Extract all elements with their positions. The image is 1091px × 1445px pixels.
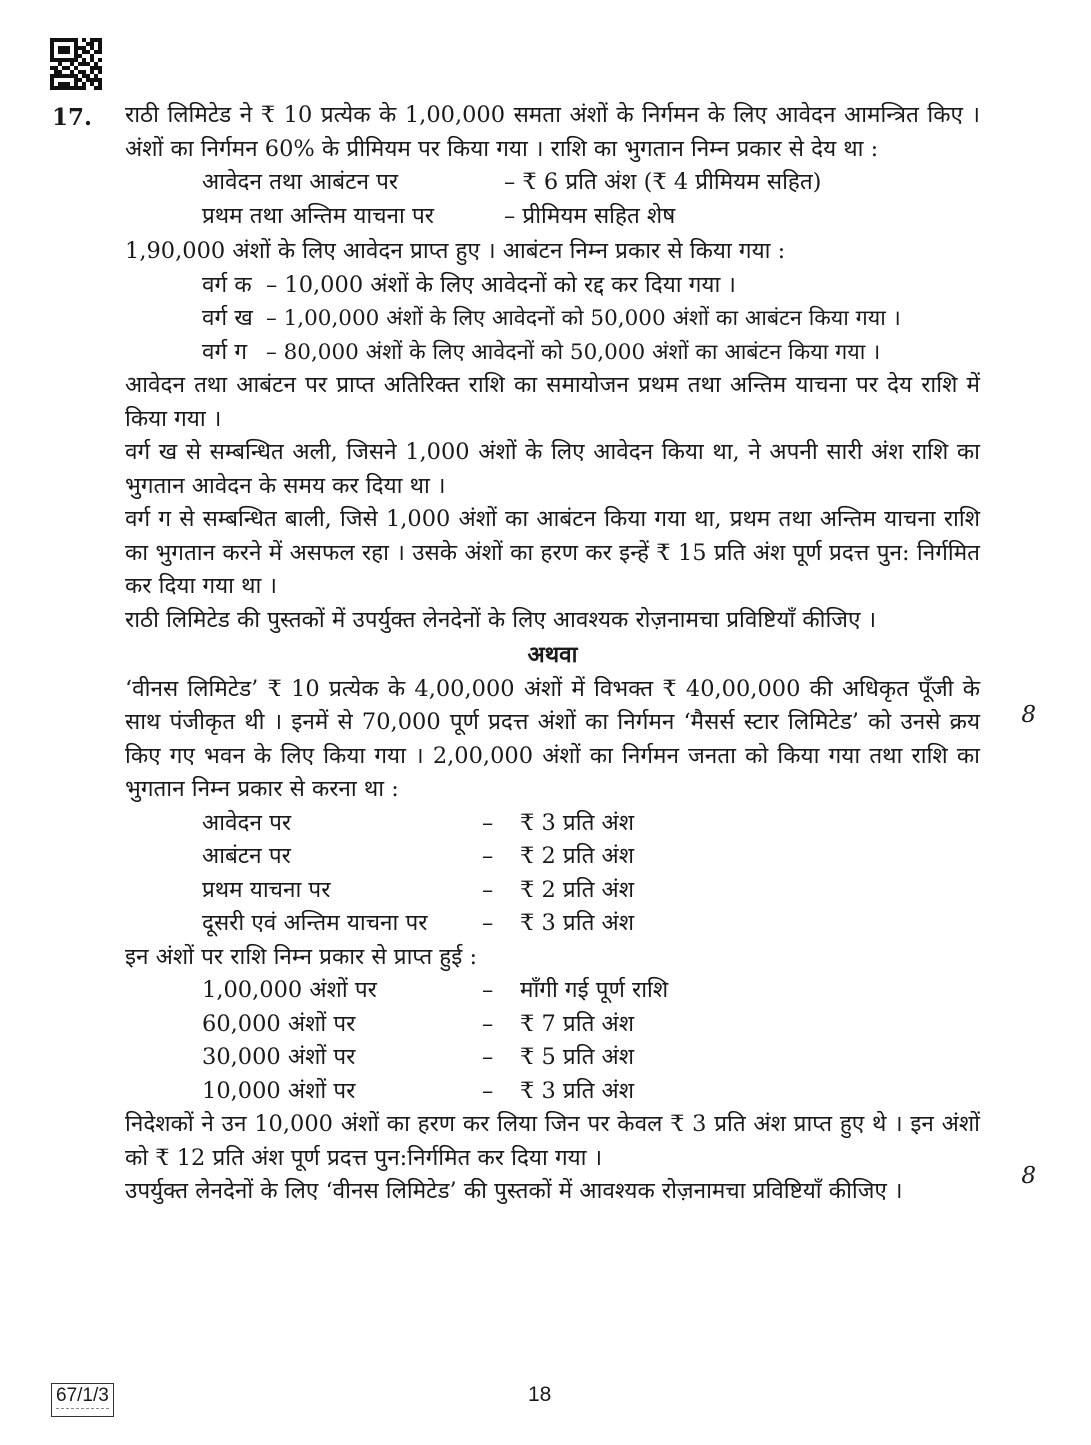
payment-stage: प्रथम तथा अन्तिम याचना पर [202, 202, 434, 229]
payment-row [202, 166, 980, 200]
question-marks: 8 [1021, 702, 1036, 728]
page-number: 18 [528, 1383, 552, 1406]
call-stage: प्रथम याचना पर [202, 876, 331, 903]
paper-code [51, 1383, 114, 1417]
paragraph-forfeit: निदेशकों ने उन 10,000 अंशों का हरण कर लिया जिन पर केवल ₹ 3 प्रति अंश प्राप्त हुए थे । इन अंशों को ₹ 12 प्रति अंश पूर्ण प्रदत्त पुन:निर्गमित कर दिया गया । [125, 1111, 980, 1171]
receipt-dash: – [482, 977, 494, 1003]
alternative-marks: 8 [1021, 1163, 1036, 1189]
call-amount: ₹ 2 प्रति अंश [520, 843, 635, 869]
category-row [202, 302, 980, 336]
paper-code-text: 67/1/3 [56, 1385, 109, 1406]
category-text: – 10,000 अंशों के लिए आवेदनों को रद्द कर दिया गया । [266, 271, 736, 298]
category-label: वर्ग ख [202, 305, 253, 331]
payment-amount: – प्रीमियम सहित शेष [504, 202, 676, 229]
receipt-amount: माँगी गई पूर्ण राशि [520, 977, 669, 1003]
receipt-dash: – [482, 1077, 494, 1104]
question-number: 17. [52, 104, 93, 131]
or-separator: अथवा [527, 642, 578, 668]
paragraph-instruction: राठी लिमिटेड की पुस्तकों में उपर्युक्त लेनदेनों के लिए आवश्यक रोज़नामचा प्रविष्टियाँ कीजिए । [125, 606, 877, 633]
category-text: – 1,00,000 अंशों के लिए आवेदनों को 50,000 अंशों का आबंटन किया गया । [266, 306, 901, 331]
receipt-row [202, 1075, 980, 1109]
receipt-amount: ₹ 5 प्रति अंश [520, 1044, 635, 1070]
call-amount: ₹ 3 प्रति अंश [520, 809, 635, 836]
call-row [202, 874, 980, 908]
allotment-categories [202, 269, 980, 370]
code-strip [56, 1408, 109, 1412]
payment-terms [202, 166, 980, 233]
receipt-schedule [202, 974, 980, 1108]
payment-amount: – ₹ 6 प्रति अंश (₹ 4 प्रीमियम सहित) [504, 169, 822, 195]
receipt-row [202, 1008, 980, 1042]
call-stage: आबंटन पर [202, 843, 291, 869]
category-label: वर्ग क [202, 271, 252, 298]
payment-row [202, 200, 980, 234]
call-amount: ₹ 3 प्रति अंश [520, 910, 635, 936]
paragraph-bali: वर्ग ग से सम्बन्धित बाली, जिसे 1,000 अंशों का आबंटन किया गया था, प्रथम तथा अन्तिम याचना राशि का भुगतान करने में असफल रहा । उसके अंशों का हरण कर इन्हें ₹ 15 प्रति अंश पूर्ण प्रदत्त पुन: निर्गमित कर दिया गया था । [125, 506, 980, 599]
alternative-intro: ‘वीनस लिमिटेड’ ₹ 10 प्रत्येक के 4,00,000 अंशों में विभक्त ₹ 40,00,000 की अधिकृत पूँजी के साथ पंजीकृत थी । इनमें से 70,000 पूर्ण प्रदत्त अंशों का निर्गमन ‘मैसर्स स्टार लिमिटेड’ को उनसे क्रय किए गए भवन के लिए किया गया । 2,00,000 अंशों का निर्गमन जनता को किया गया तथा राशि का भुगतान निम्न प्रकार से करना था : [125, 675, 980, 802]
call-schedule [202, 807, 980, 941]
call-row [202, 907, 980, 941]
category-row [202, 269, 980, 303]
receipt-amount: ₹ 3 प्रति अंश [520, 1077, 635, 1104]
receipt-shares: 1,00,000 अंशों पर [202, 977, 377, 1003]
call-stage: आवेदन पर [202, 809, 292, 836]
call-row [202, 840, 980, 874]
receipt-row [202, 974, 980, 1008]
receipt-shares: 10,000 अंशों पर [202, 1077, 356, 1104]
question-body [125, 99, 980, 1209]
receipt-amount: ₹ 7 प्रति अंश [520, 1010, 635, 1037]
call-row [202, 807, 980, 841]
category-label: वर्ग ग [202, 338, 247, 365]
applications-line: 1,90,000 अंशों के लिए आवेदन प्राप्त हुए । आबंटन निम्न प्रकार से किया गया : [125, 238, 786, 264]
category-text: – 80,000 अंशों के लिए आवेदनों को 50,000 अंशों का आबंटन किया गया । [266, 339, 881, 365]
receipt-shares: 60,000 अंशों पर [202, 1010, 356, 1037]
question-intro: राठी लिमिटेड ने ₹ 10 प्रत्येक के 1,00,000 समता अंशों के निर्गमन के लिए आवेदन आमन्त्रित किए । अंशों का निर्गमन 60% के प्रीमियम पर किया गया । राशि का भुगतान निम्न प्रकार से देय था : [125, 102, 980, 162]
alternative-instruction: उपर्युक्त लेनदेनों के लिए ‘वीनस लिमिटेड’ की पुस्तकों में आवश्यक रोज़नामचा प्रविष्टियाँ कीजिए । [125, 1178, 903, 1204]
receipt-dash: – [482, 1044, 494, 1070]
qr-code-icon [50, 38, 102, 90]
paragraph-ali: वर्ग ख से सम्बन्धित अली, जिसने 1,000 अंशों के लिए आवेदन किया था, ने अपनी सारी अंश राशि का भुगतान आवेदन के समय कर दिया था । [125, 439, 980, 499]
paragraph-excess: आवेदन तथा आबंटन पर प्राप्त अतिरिक्त राशि का समायोजन प्रथम तथा अन्तिम याचना पर देय राशि में किया गया । [125, 372, 980, 432]
payment-stage: आवेदन तथा आबंटन पर [202, 169, 399, 195]
received-line: इन अंशों पर राशि निम्न प्रकार से प्राप्त हुई : [125, 943, 478, 970]
receipt-row [202, 1041, 980, 1075]
call-dash: – [482, 876, 494, 903]
call-stage: दूसरी एवं अन्तिम याचना पर [202, 910, 428, 936]
call-amount: ₹ 2 प्रति अंश [520, 876, 635, 903]
category-row [202, 336, 980, 370]
receipt-shares: 30,000 अंशों पर [202, 1044, 356, 1070]
receipt-dash: – [482, 1010, 494, 1037]
call-dash: – [482, 843, 494, 869]
call-dash: – [482, 910, 494, 936]
call-dash: – [482, 809, 494, 836]
